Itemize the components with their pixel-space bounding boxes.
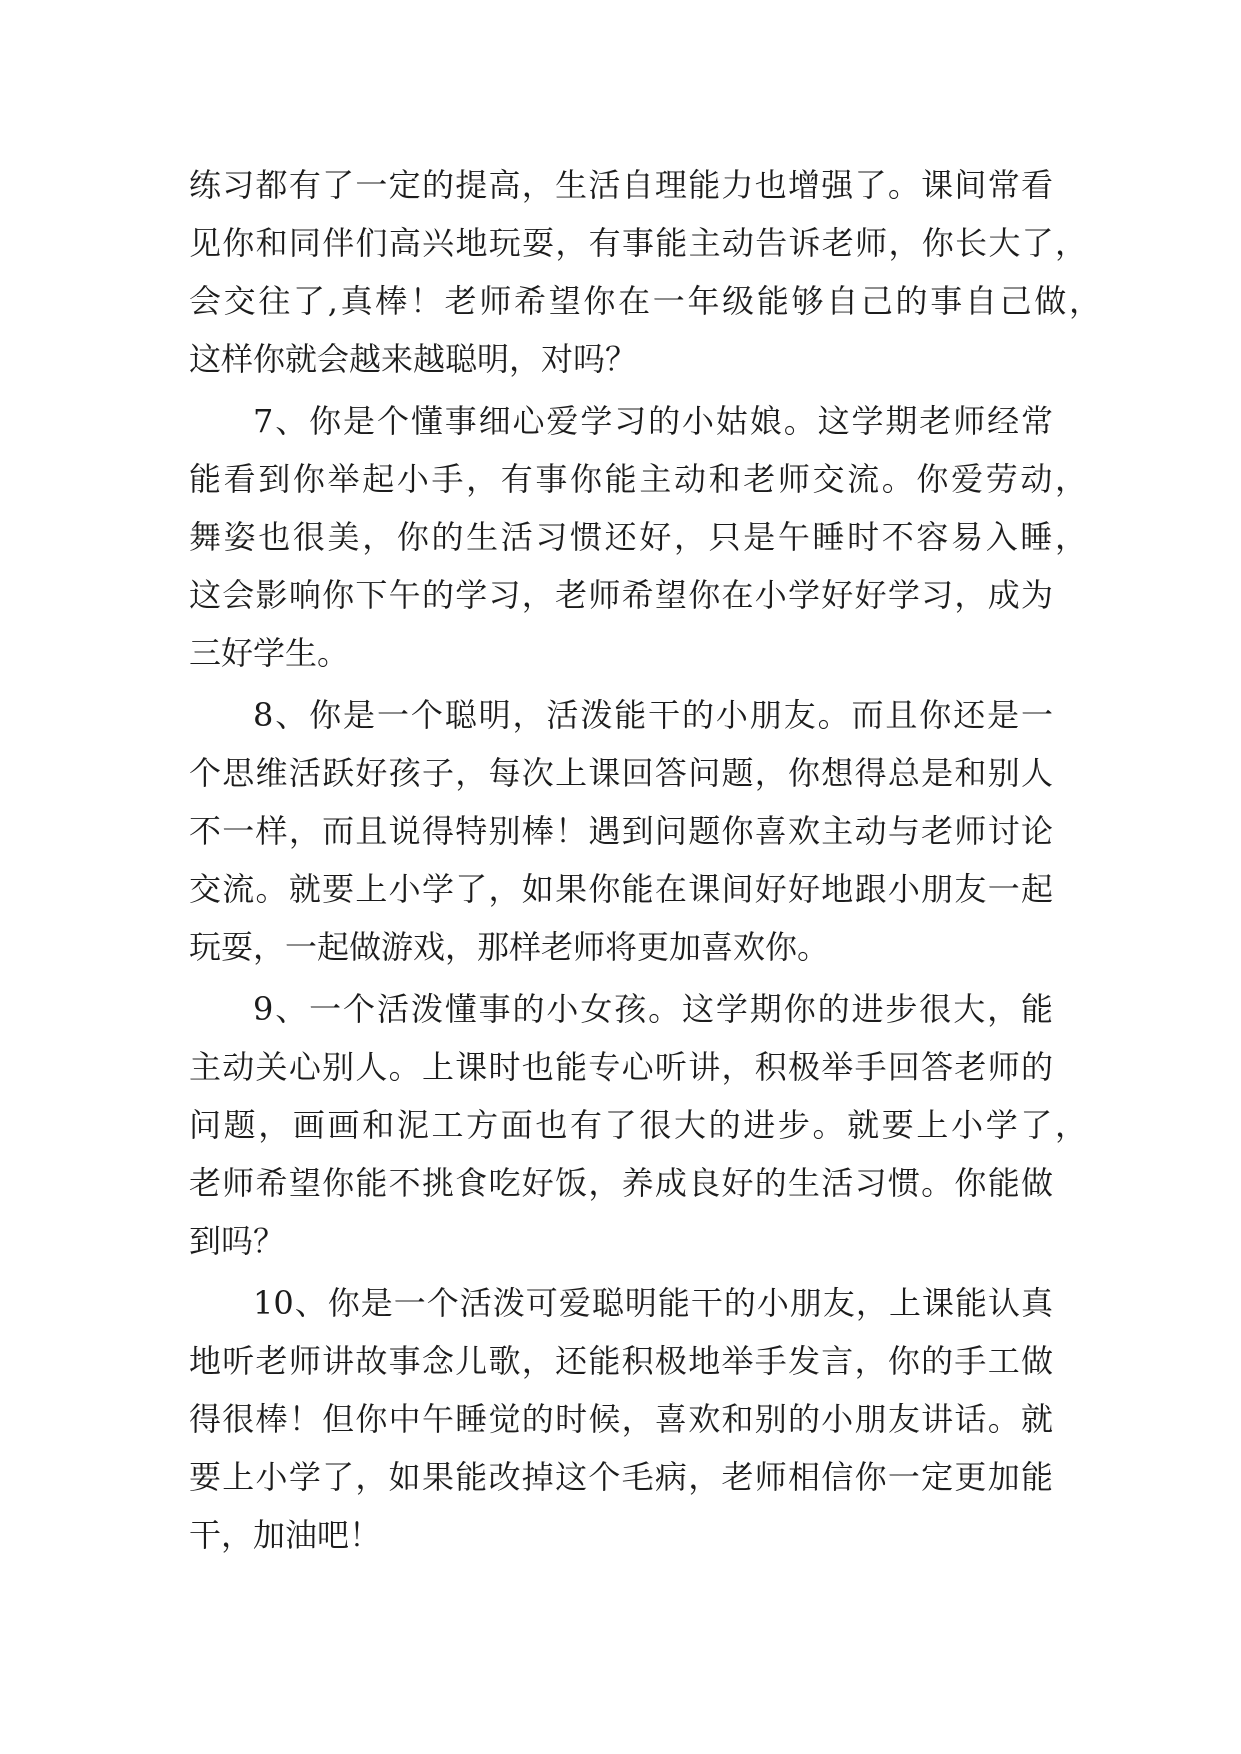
- text-line: 干，加油吧！: [189, 1516, 382, 1554]
- text-line: 个思维活跃好孩子，每次上课回答问题，你想得总是和别人: [189, 754, 1053, 792]
- text-line: 要上小学了，如果能改掉这个毛病，老师相信你一定更加能: [189, 1458, 1053, 1496]
- text-line: 玩耍，一起做游戏，那样老师将更加喜欢你。: [189, 928, 830, 966]
- document-body: [189, 156, 1101, 1564]
- text-line: 交流。就要上小学了，如果你能在课间好好地跟小朋友一起: [189, 870, 1053, 908]
- text-line: 练习都有了一定的提高，生活自理能力也增强了。课间常看: [189, 166, 1053, 204]
- paragraph-item-10: [189, 1274, 1053, 1564]
- text-line: 这样你就会越来越聪明，对吗？: [189, 340, 638, 378]
- text-line: 问题，画画和泥工方面也有了很大的进步。就要上小学了，: [189, 1106, 1087, 1144]
- text-line: 9、一个活泼懂事的小女孩。这学期你的进步很大，能: [253, 990, 1053, 1028]
- text-line: 地听老师讲故事念儿歌，还能积极地举手发言，你的手工做: [189, 1342, 1053, 1380]
- text-line: 舞姿也很美，你的生活习惯还好，只是午睡时不容易入睡，: [189, 518, 1087, 556]
- text-line: 老师希望你能不挑食吃好饭，养成良好的生活习惯。你能做: [189, 1164, 1053, 1202]
- text-line: 到吗？: [189, 1222, 286, 1260]
- text-line: 7、你是个懂事细心爱学习的小姑娘。这学期老师经常: [253, 402, 1053, 440]
- text-line: 不一样，而且说得特别棒！遇到问题你喜欢主动与老师讨论: [189, 812, 1053, 850]
- paragraph-item-7: [189, 392, 1087, 682]
- text-line: 三好学生。: [189, 634, 350, 672]
- text-line: 得很棒！但你中午睡觉的时候，喜欢和别的小朋友讲话。就: [189, 1400, 1053, 1438]
- paragraph-item-9: [189, 980, 1087, 1270]
- text-line: 主动关心别人。上课时也能专心听讲，积极举手回答老师的: [189, 1048, 1053, 1086]
- text-line: 这会影响你下午的学习，老师希望你在小学好好学习，成为: [189, 576, 1053, 614]
- text-line: 见你和同伴们高兴地玩耍，有事能主动告诉老师，你长大了，: [189, 224, 1087, 262]
- text-line: 8、你是一个聪明，活泼能干的小朋友。而且你还是一: [253, 696, 1053, 734]
- text-line: 能看到你举起小手，有事你能主动和老师交流。你爱劳动，: [189, 460, 1087, 498]
- paragraph-continued: [189, 156, 1101, 388]
- text-line: 会交往了,真棒！老师希望你在一年级能够自己的事自己做，: [189, 282, 1101, 320]
- paragraph-item-8: [189, 686, 1053, 976]
- text-line: 10、你是一个活泼可爱聪明能干的小朋友，上课能认真: [253, 1284, 1053, 1322]
